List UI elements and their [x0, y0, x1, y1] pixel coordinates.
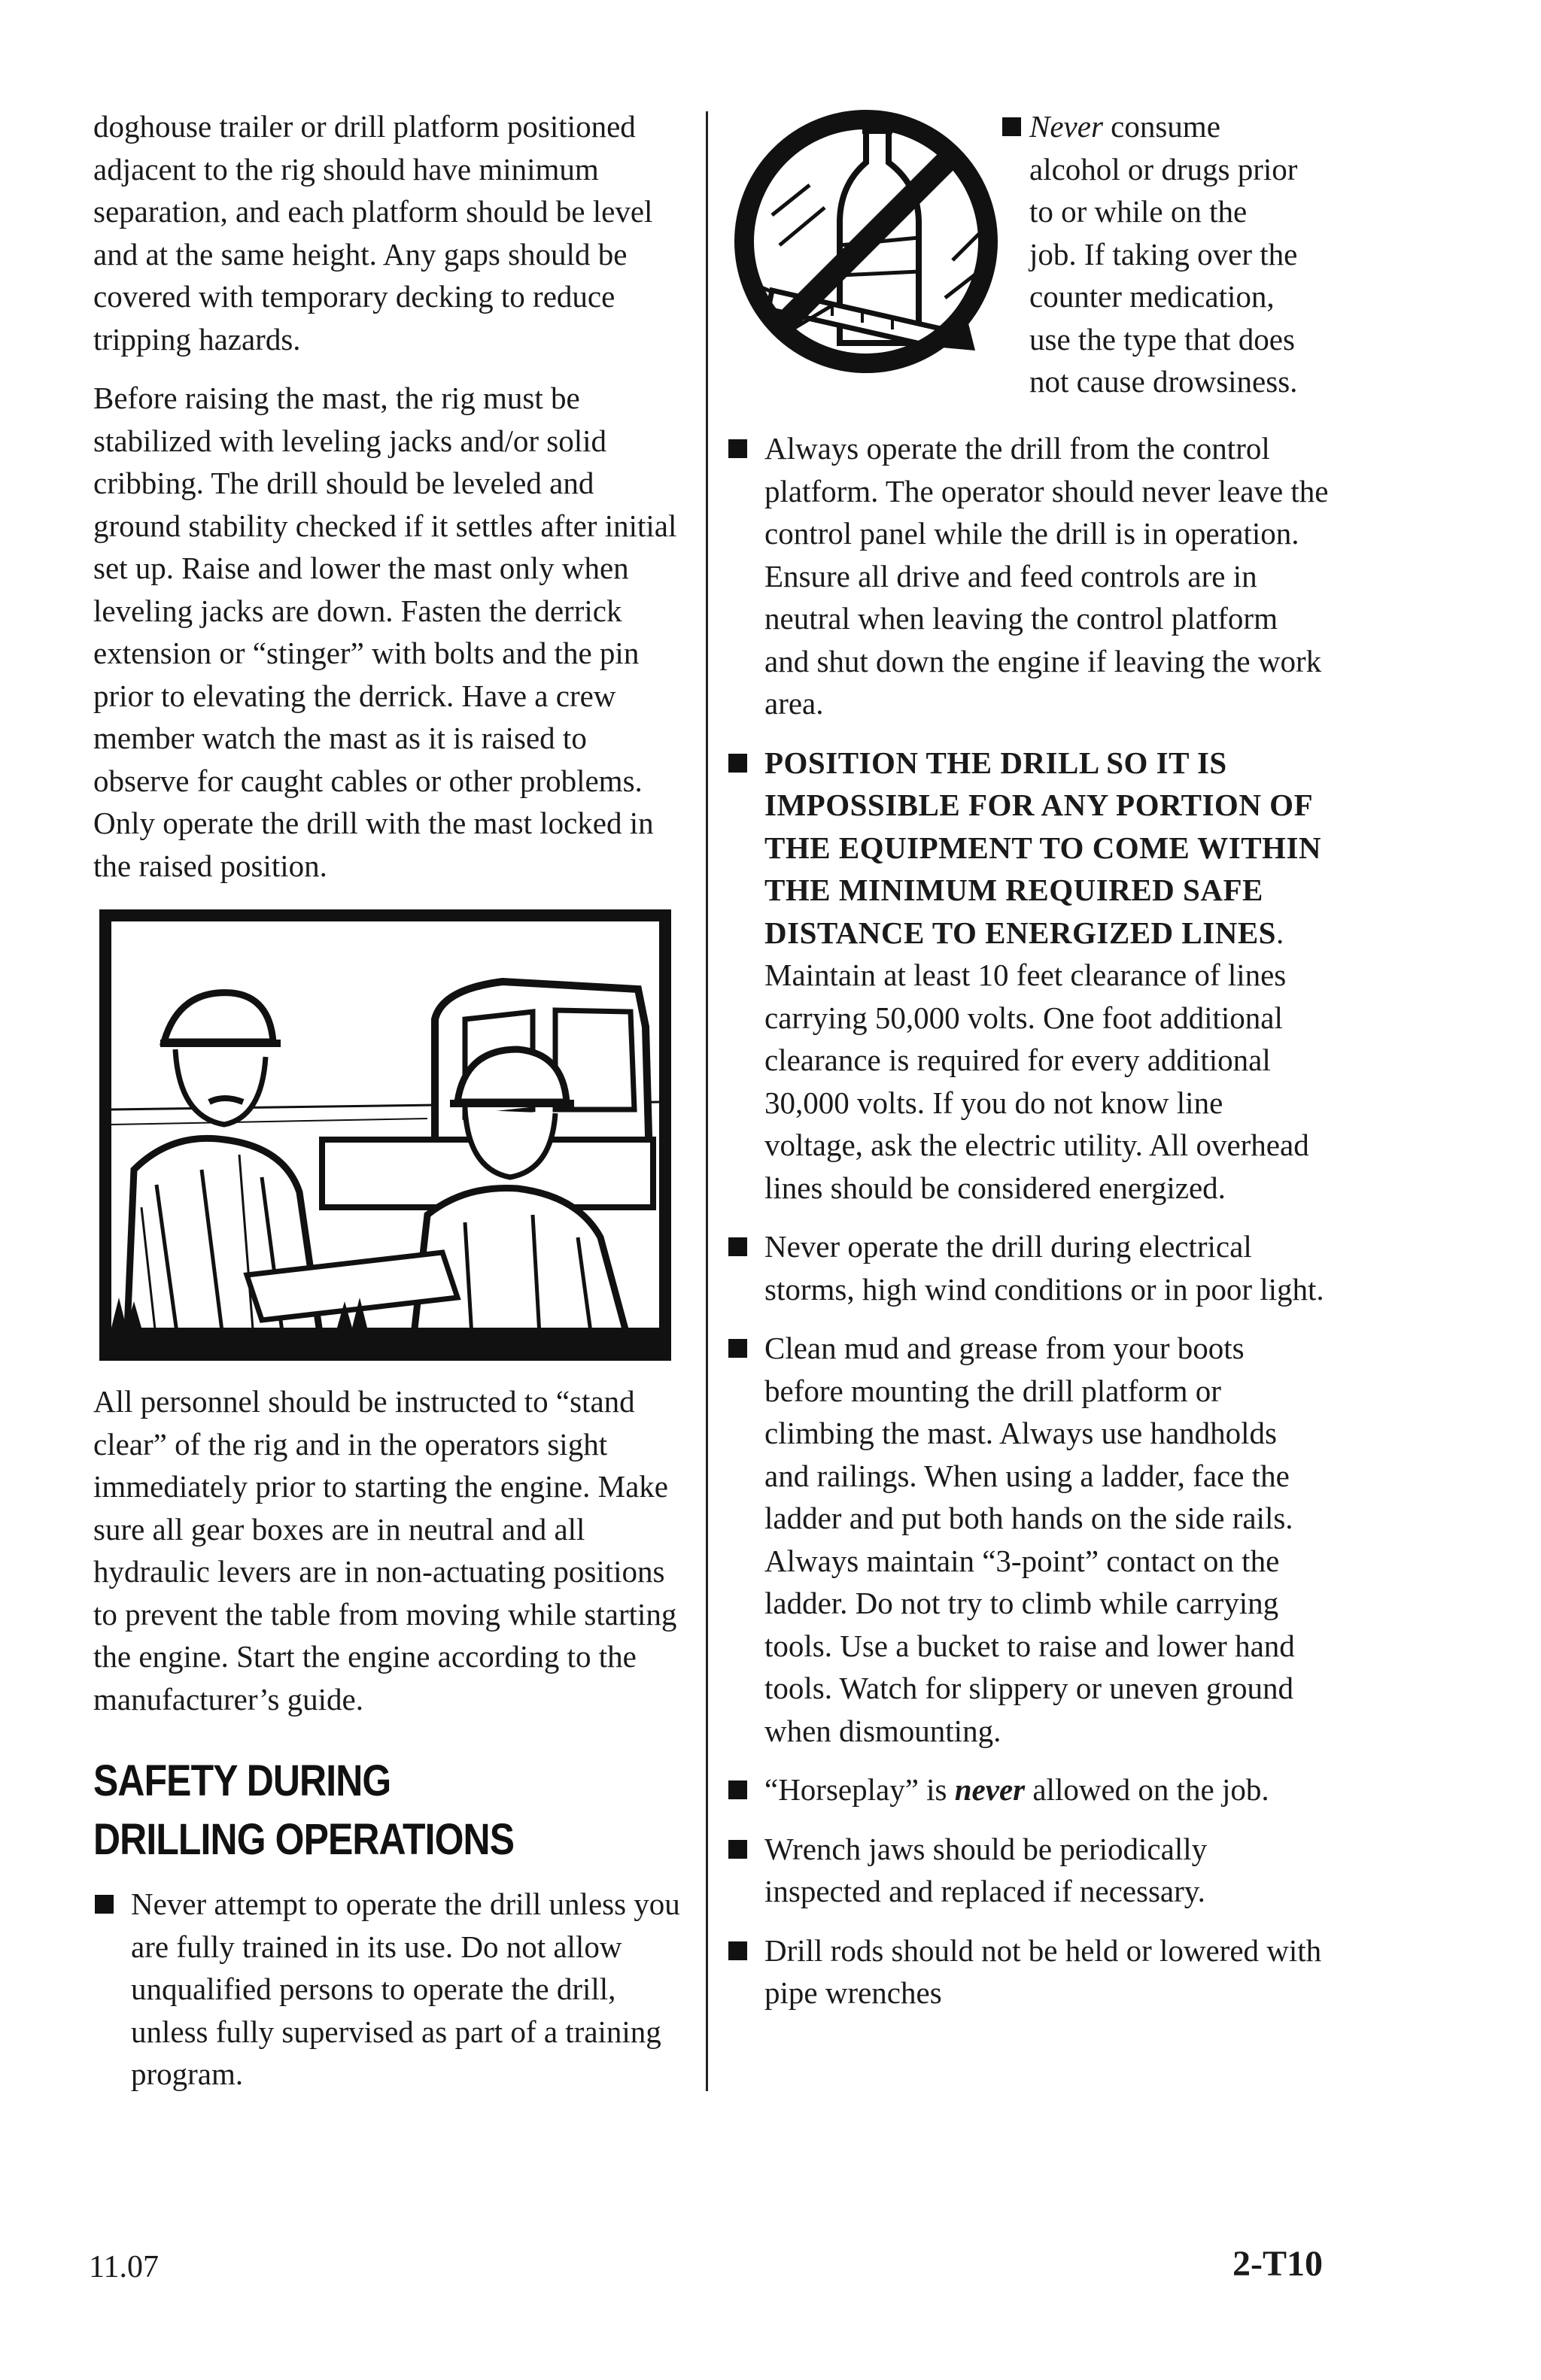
bullet-square-icon: [728, 1780, 747, 1799]
bullet-text: Wrench jaws should be periodically inspected and replaced if necessary.: [764, 1831, 1208, 1908]
bullet-square-icon: [728, 754, 747, 773]
bullet-text: consume: [1102, 109, 1220, 144]
list-item: [1002, 105, 1318, 148]
list-item: [727, 1225, 1329, 1310]
no-alcohol-text: [1002, 105, 1318, 403]
no-alcohol-section: [727, 105, 1329, 414]
bullet-line: counter medication,: [1029, 279, 1275, 314]
list-item: [93, 1883, 688, 2096]
paragraph-platform: doghouse trailer or drill platform positioned adjacent to the rig should have minimum separation, and each platform should be level and at the same height. Any gaps should be covered with temporary decking to reduce tripping hazards.: [93, 109, 653, 357]
list-item: [727, 1768, 1329, 1811]
list-item: [727, 1929, 1329, 2014]
bullet-square-icon: [728, 1339, 747, 1358]
workers-illustration: [99, 909, 671, 1361]
section-heading: [93, 1752, 604, 1869]
bullet-square-icon: [1002, 117, 1021, 136]
bullet-text: . Maintain at least 10 feet clearance of lines carrying 50,000 volts. One foot additional clearance is required for every additional 30,000 volts. If you do not know line voltage, ask the electric utility. All overhead lines should be considered energized.: [764, 915, 1309, 1205]
workers-drawing: [111, 921, 659, 1349]
right-column: [727, 105, 1329, 2031]
heading-line-1: SAFETY DURING: [93, 1756, 391, 1805]
bullet-square-icon: [728, 1941, 747, 1960]
page-number: 2-T10: [1232, 2244, 1323, 2284]
paragraph-stand-clear: All personnel should be instructed to “stand clear” of the rig and in the operators sight immediately prior to starting the engine. Make sure all gear boxes are in neutral and all hydraulic levers are in non-actuating positions to prevent the table from moving while starting the engine. Start the engine according to the manufacturer’s guide.: [93, 1384, 677, 1717]
never-emphasis: Never: [1029, 109, 1103, 144]
bullet-line: alcohol or drugs prior: [1029, 151, 1298, 187]
bullet-line: not cause drowsiness.: [1029, 364, 1298, 399]
bullet-square-icon: [95, 1895, 114, 1914]
column-divider: [706, 111, 708, 2091]
bullet-square-icon: [728, 439, 747, 458]
bullet-square-icon: [728, 1840, 747, 1859]
footer-date: 11.07: [89, 2250, 159, 2284]
bullet-text: Clean mud and grease from your boots before mounting the drill platform or climbing the mast. Always use handholds and railings. When using a ladder, face the ladder and put both hands on the side rails. Always maintain “3-point” contact on the ladder. Do not try to climb while carrying tools. Use a bucket to raise and lower hand tools. Watch for slippery or uneven ground when dismounting.: [764, 1331, 1295, 1748]
bullet-text: Never attempt to operate the drill unless you are fully trained in its use. Do not allow unqualified persons to operate the drill, unless fully supervised as part of a training program.: [131, 1887, 680, 2091]
bullet-square-icon: [728, 1237, 747, 1256]
bullet-line: to or while on the: [1029, 194, 1248, 229]
list-item: [727, 1327, 1329, 1752]
never-emphasis: never: [954, 1772, 1026, 1807]
list-item: [727, 427, 1329, 725]
bullet-text: “Horseplay” is: [764, 1772, 955, 1807]
list-item: [727, 1828, 1329, 1913]
heading-line-2: DRILLING OPERATIONS: [93, 1815, 515, 1864]
bullet-caps-text: POSITION THE DRILL SO IT IS IMPOSSIBLE FOR ANY PORTION OF THE EQUIPMENT TO COME WITHIN THE MINIMUM REQUIRED SAFE DISTANCE TO ENERGIZED LINES: [764, 745, 1322, 950]
paragraph-mast: Before raising the mast, the rig must be stabilized with leveling jacks and/or solid cribbing. The drill should be leveled and ground stability checked if it settles after initial set up. Raise and lower the mast only when leveling jacks are down. Fasten the derrick extension or “stinger” with bolts and the pin prior to elevating the derrick. Have a crew member watch the mast as it is raised to observe for caught cables or other problems. Only operate the drill with the mast locked in the raised position.: [93, 381, 677, 883]
bullet-text: allowed on the job.: [1025, 1772, 1269, 1807]
bullet-text: Never operate the drill during electrical storms, high wind conditions or in poor light.: [764, 1229, 1324, 1307]
bullet-line: use the type that does: [1029, 321, 1295, 357]
list-item: [727, 742, 1329, 1210]
bullet-text: Always operate the drill from the control platform. The operator should never leave the control panel while the drill is in operation. Ensure all drive and feed controls are in neutral when leaving the control platform and shut down the engine if leaving the work area.: [764, 431, 1329, 721]
bullet-text: Drill rods should not be held or lowered with pipe wrenches: [764, 1932, 1322, 2010]
bullet-line: job. If taking over the: [1029, 236, 1298, 272]
no-alcohol-drugs-icon: [727, 102, 1005, 381]
left-column: [93, 105, 688, 2112]
